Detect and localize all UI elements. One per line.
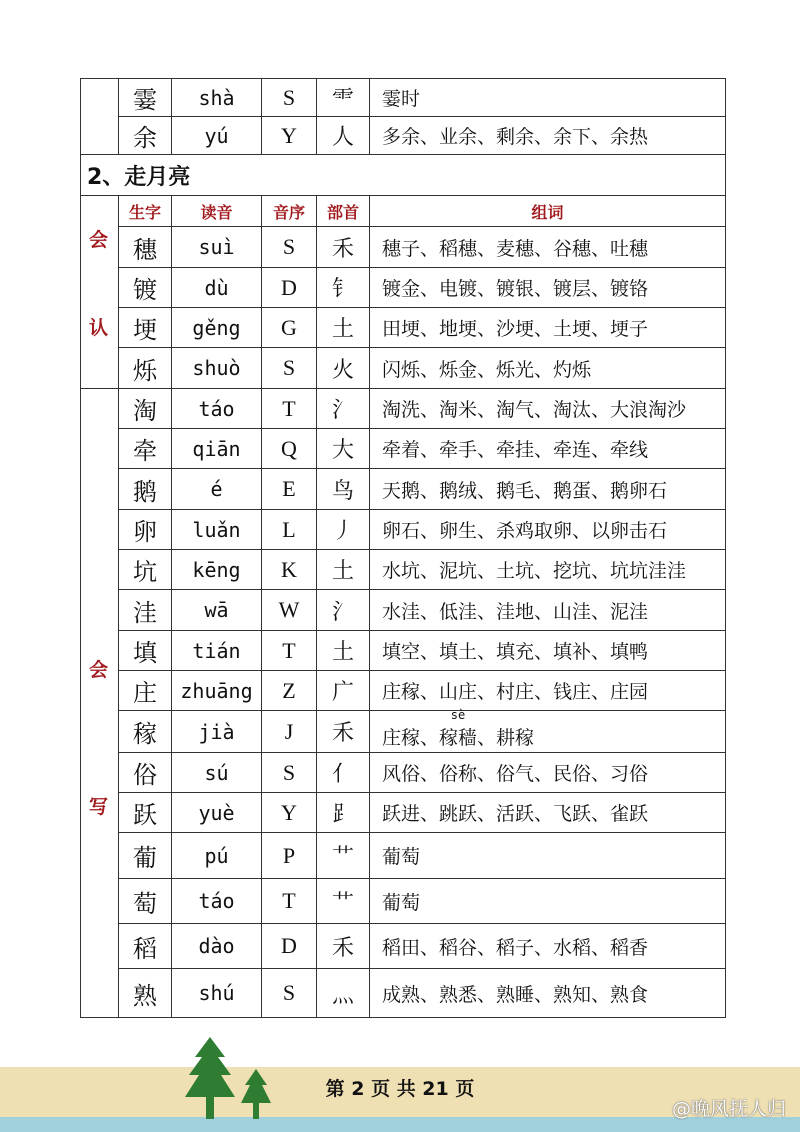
table-row — [81, 879, 725, 924]
char-cell: 坑 — [118, 550, 171, 589]
radical-cell: 禾 — [316, 924, 369, 968]
radical-cell: 氵 — [316, 389, 369, 428]
char-cell: 鹅 — [118, 469, 171, 509]
radical-cell: 艹 — [316, 879, 369, 923]
table-row — [81, 631, 725, 671]
table-row — [81, 833, 725, 879]
table-row — [81, 671, 725, 711]
radical-cell: 广 — [316, 671, 369, 710]
radical-cell: 艹 — [316, 833, 369, 878]
pinyin-cell: yuè — [171, 793, 261, 832]
words-cell: 庄稼、山庄、村庄、钱庄、庄园 — [369, 671, 725, 710]
words-cell: 淘洗、淘米、淘气、淘汰、大浪淘沙 — [369, 389, 725, 428]
order-cell: Y — [261, 793, 316, 832]
table-row — [81, 590, 725, 631]
table-row — [81, 469, 725, 510]
table-row — [81, 969, 725, 1018]
radical-cell: ⻊ — [316, 793, 369, 832]
pinyin-annotation: sè — [450, 708, 466, 722]
table-row — [81, 429, 725, 469]
words-cell: 水坑、泥坑、土坑、挖坑、坑坑洼洼 — [369, 550, 725, 589]
pinyin-cell: é — [171, 469, 261, 509]
pinyin-cell: shú — [171, 969, 261, 1017]
char-cell: 葡 — [118, 833, 171, 878]
words-cell: 风俗、俗称、俗气、民俗、习俗 — [369, 753, 725, 792]
radical-cell: 亻 — [316, 753, 369, 792]
side-label-hui-write: 会 — [88, 659, 108, 681]
words-cell: 田埂、地埂、沙埂、土埂、埂子 — [369, 308, 725, 347]
order-cell: J — [261, 711, 316, 752]
radical-cell: 灬 — [316, 969, 369, 1017]
pinyin-cell: qiān — [171, 429, 261, 468]
words-cell: 稻田、稻谷、稻子、水稻、稻香 — [369, 924, 725, 968]
radical-cell: 大 — [316, 429, 369, 468]
radical-cell: ⻗ — [316, 79, 369, 116]
radical-cell: 丿 — [316, 510, 369, 549]
words-cell: 葡萄 — [369, 833, 725, 878]
words-cell: 卵石、卵生、杀鸡取卵、以卵击石 — [369, 510, 725, 549]
char-cell: 洼 — [118, 590, 171, 630]
table-row — [81, 708, 725, 753]
radical-cell: 土 — [316, 308, 369, 347]
char-cell: 淘 — [118, 389, 171, 428]
order-cell: W — [261, 590, 316, 630]
char-cell: 熟 — [118, 969, 171, 1017]
pinyin-cell: pú — [171, 833, 261, 878]
pinyin-cell: zhuāng — [171, 671, 261, 710]
order-cell: S — [261, 753, 316, 792]
table-row — [81, 389, 725, 429]
order-cell: S — [261, 227, 316, 267]
table-row — [81, 510, 725, 550]
words-cell: 庄稼、 sè 稼穑 、耕稼 — [369, 711, 725, 752]
order-cell: D — [261, 268, 316, 307]
order-cell: Z — [261, 671, 316, 710]
pinyin-cell: shà — [171, 79, 261, 116]
char-cell: 稼 — [118, 711, 171, 752]
table-row — [81, 79, 725, 117]
vocab-table — [80, 78, 726, 1018]
header-order: 音序 — [261, 196, 316, 226]
pinyin-cell: táo — [171, 879, 261, 923]
char-cell: 庄 — [118, 671, 171, 710]
table-row — [81, 268, 725, 308]
radical-cell: 氵 — [316, 590, 369, 630]
order-cell: T — [261, 879, 316, 923]
pinyin-cell: táo — [171, 389, 261, 428]
header-radical: 部首 — [316, 196, 369, 226]
header-pinyin: 读音 — [171, 196, 261, 226]
words-cell: 闪烁、烁金、烁光、灼烁 — [369, 348, 725, 388]
side-label-hui: 会 — [88, 229, 108, 251]
char-cell: 牵 — [118, 429, 171, 468]
words-cell: 穗子、稻穗、麦穗、谷穗、吐穗 — [369, 227, 725, 267]
words-cell: 镀金、电镀、镀银、镀层、镀铬 — [369, 268, 725, 307]
order-cell: S — [261, 969, 316, 1017]
char-cell: 霎 — [118, 79, 171, 116]
char-cell: 穗 — [118, 227, 171, 267]
watermark: @晚风抚人归 — [671, 1098, 786, 1120]
order-cell: L — [261, 510, 316, 549]
pinyin-cell: sú — [171, 753, 261, 792]
pinyin-cell: shuò — [171, 348, 261, 388]
order-cell: E — [261, 469, 316, 509]
radical-cell: 火 — [316, 348, 369, 388]
pinyin-cell: kēng — [171, 550, 261, 589]
pinyin-cell: gěng — [171, 308, 261, 347]
char-cell: 俗 — [118, 753, 171, 792]
pinyin-cell: yú — [171, 117, 261, 154]
table-row — [81, 348, 725, 389]
radical-cell: 禾 — [316, 227, 369, 267]
header-words: 组词 — [369, 196, 725, 226]
pinyin-cell: jià — [171, 711, 261, 752]
order-cell: S — [261, 79, 316, 116]
radical-cell: 鸟 — [316, 469, 369, 509]
order-cell: T — [261, 631, 316, 670]
words-cell: 成熟、熟悉、熟睡、熟知、熟食 — [369, 969, 725, 1017]
char-cell: 埂 — [118, 308, 171, 347]
side-label-ren: 认 — [88, 317, 108, 339]
pinyin-cell: dào — [171, 924, 261, 968]
order-cell: D — [261, 924, 316, 968]
table-row — [81, 308, 725, 348]
order-cell: K — [261, 550, 316, 589]
pinyin-cell: wā — [171, 590, 261, 630]
order-cell: S — [261, 348, 316, 388]
order-cell: T — [261, 389, 316, 428]
char-cell: 烁 — [118, 348, 171, 388]
side-label-xie: 写 — [88, 796, 108, 818]
char-cell: 萄 — [118, 879, 171, 923]
pinyin-cell: luǎn — [171, 510, 261, 549]
words-cell: 霎时 — [369, 79, 725, 116]
words-cell: 水洼、低洼、洼地、山洼、泥洼 — [369, 590, 725, 630]
header-row — [81, 196, 725, 227]
words-cell: 填空、填土、填充、填补、填鸭 — [369, 631, 725, 670]
page-number: 第 2 页 共 21 页 — [325, 1078, 475, 1100]
order-cell: G — [261, 308, 316, 347]
table-row — [81, 753, 725, 793]
char-cell: 卵 — [118, 510, 171, 549]
table-row — [81, 924, 725, 969]
order-cell: Y — [261, 117, 316, 154]
char-cell: 稻 — [118, 924, 171, 968]
table-row — [81, 550, 725, 590]
radical-cell: 土 — [316, 631, 369, 670]
radical-cell: 土 — [316, 550, 369, 589]
table-row — [81, 227, 725, 268]
tree-icon — [185, 1037, 280, 1122]
pinyin-cell: suì — [171, 227, 261, 267]
order-cell: Q — [261, 429, 316, 468]
words-cell: 跃进、跳跃、活跃、飞跃、雀跃 — [369, 793, 725, 832]
char-cell: 镀 — [118, 268, 171, 307]
header-char: 生字 — [118, 196, 171, 226]
words-cell: 牵着、牵手、牵挂、牵连、牵线 — [369, 429, 725, 468]
pinyin-cell: dù — [171, 268, 261, 307]
char-cell: 余 — [118, 117, 171, 154]
radical-cell: 禾 — [316, 711, 369, 752]
radical-cell: 钅 — [316, 268, 369, 307]
radical-cell: 人 — [316, 117, 369, 154]
words-cell: 天鹅、鹅绒、鹅毛、鹅蛋、鹅卵石 — [369, 469, 725, 509]
table-row — [81, 793, 725, 833]
char-cell: 跃 — [118, 793, 171, 832]
section-title: 2、走月亮 — [81, 155, 725, 196]
order-cell: P — [261, 833, 316, 878]
words-cell: 葡萄 — [369, 879, 725, 923]
words-cell: 多余、业余、剩余、余下、余热 — [369, 117, 725, 154]
table-row — [81, 117, 725, 155]
char-cell: 填 — [118, 631, 171, 670]
pinyin-cell: tián — [171, 631, 261, 670]
